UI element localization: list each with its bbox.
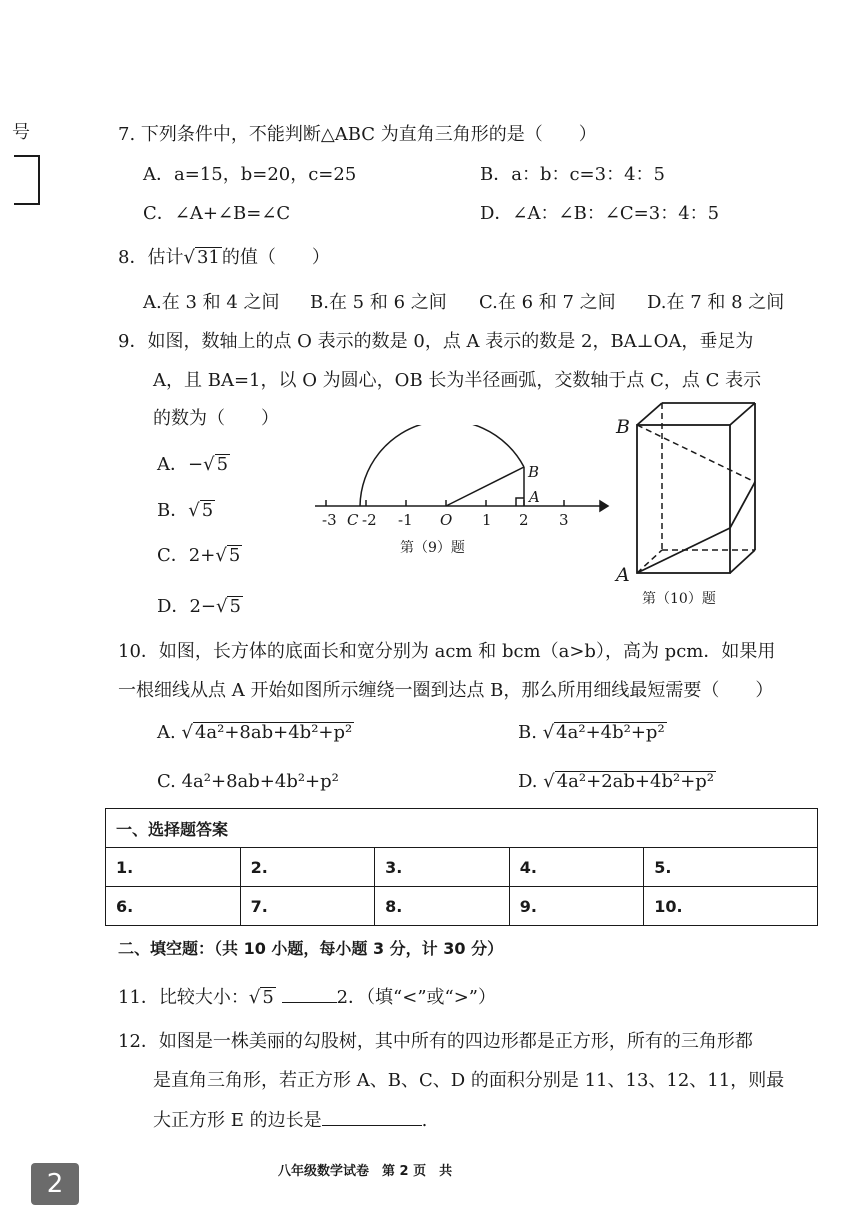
q9-option-d: D．2−√ 5 xyxy=(157,596,241,617)
q7-option-b: B．a：b：c=3：4：5 xyxy=(480,164,666,185)
q8-stem xyxy=(118,243,330,269)
answer-cell[interactable]: 1. xyxy=(106,848,241,887)
tick-label: 2 xyxy=(519,511,529,529)
q9-option-b: B．√ 5 xyxy=(157,500,214,521)
arrow-icon xyxy=(600,501,608,511)
tick-label: -1 xyxy=(398,511,413,529)
q9-line2: A，且 BA=1，以 O 为圆心，OB 长为半径画弧，交数轴于点 C，点 C 表示 xyxy=(153,370,762,391)
q8-option-a: A.在 3 和 4 之间 xyxy=(143,292,280,313)
table-row xyxy=(106,848,818,887)
figure-10 xyxy=(610,395,780,610)
q12-line1: 12．如图是一株美丽的勾股树，其中所有的四边形都是正方形，所有的三角形都 xyxy=(118,1031,753,1052)
q9-option-a: A．−√ 5 xyxy=(157,454,229,475)
figure-9-caption: 第（9）题 xyxy=(400,540,465,556)
section-2-title: 二、填空题：（共 10 小题，每小题 3 分，计 30 分） xyxy=(118,939,504,958)
figure-10-caption: 第（10）题 xyxy=(642,591,716,607)
q12-line2: 是直角三角形，若正方形 A、B、C、D 的面积分别是 11、13、12、11，则最 xyxy=(153,1070,785,1091)
q8-option-c: C.在 6 和 7 之间 xyxy=(479,292,616,313)
answer-cell[interactable]: 5. xyxy=(644,848,818,887)
tick-label: 1 xyxy=(482,511,492,529)
q10-line1: 10．如图，长方体的底面长和宽分别为 acm 和 bcm（a>b），高为 pcm．如果用 xyxy=(118,641,776,662)
q10-option-d: D. √ 4a²+2ab+4b²+p² xyxy=(518,771,715,792)
q11: 11．比较大小：√ 5 2．（填“<”或“>”） xyxy=(118,987,497,1008)
q10-option-b: B. √ 4a²+4b²+p² xyxy=(518,722,665,743)
q8-radicand: 31 xyxy=(196,247,220,268)
q8-option-b: B.在 5 和 6 之间 xyxy=(310,292,447,313)
q10-line2: 一根细线从点 A 开始如图所示缠绕一圈到达点 B，那么所用细线最短需要（ ） xyxy=(118,680,774,701)
q7-option-d: D．∠A：∠B：∠C=3：4：5 xyxy=(480,203,720,224)
q8-stem-prefix: 8．估计 xyxy=(118,247,184,268)
table-row xyxy=(106,887,818,926)
q8-option-d: D.在 7 和 8 之间 xyxy=(647,292,785,313)
q7-option-a: A．a=15，b=20，c=25 xyxy=(143,164,357,185)
answer-table-title: 一、选择题答案 xyxy=(106,809,818,848)
point-b-label: B xyxy=(528,463,540,481)
segment-ob xyxy=(446,467,524,506)
figure-9 xyxy=(300,425,610,570)
string-side xyxy=(730,482,755,528)
margin-box xyxy=(14,155,40,205)
tick-label: -3 xyxy=(322,511,337,529)
q12-line3: 大正方形 E 的边长是 . xyxy=(153,1110,428,1131)
q7-option-c: C．∠A+∠B=∠C xyxy=(143,203,291,224)
page-number-badge: 2 xyxy=(31,1163,79,1205)
point-b-label: B xyxy=(616,416,630,438)
answer-cell[interactable]: 10. xyxy=(644,887,818,926)
q9-line3: 的数为（ ） xyxy=(153,408,279,429)
point-c-label: C xyxy=(347,511,359,529)
q7-stem: 7. 下列条件中，不能判断△ABC 为直角三角形的是（ ） xyxy=(118,124,597,145)
tick-label: O xyxy=(440,511,453,529)
answer-cell[interactable]: 9. xyxy=(509,887,644,926)
q9-line1: 9．如图，数轴上的点 O 表示的数是 0，点 A 表示的数是 2，BA⊥OA，垂足为 xyxy=(118,331,754,352)
point-a-label: A xyxy=(616,564,630,586)
answer-cell[interactable]: 6. xyxy=(106,887,241,926)
q10-option-a: A. √ 4a²+8ab+4b²+p² xyxy=(157,722,353,743)
sqrt-icon: √ xyxy=(183,247,195,268)
answer-cell[interactable]: 3. xyxy=(375,848,510,887)
margin-char: 号 xyxy=(12,122,30,143)
tick-label: 3 xyxy=(559,511,569,529)
q12-answer-blank[interactable] xyxy=(322,1125,422,1126)
tick-label: -2 xyxy=(362,511,377,529)
answer-cell[interactable]: 7. xyxy=(240,887,375,926)
answer-cell[interactable]: 4. xyxy=(509,848,644,887)
right-angle-mark xyxy=(516,498,524,506)
q9-option-c: C．2+√ 5 xyxy=(157,545,241,566)
arc xyxy=(360,425,524,506)
point-a-label: A xyxy=(529,488,540,506)
footer-text: 八年级数学试卷 第 2 页 共 xyxy=(278,1164,453,1179)
string-back xyxy=(637,425,755,482)
answer-cell[interactable]: 2. xyxy=(240,848,375,887)
answer-cell[interactable]: 8. xyxy=(375,887,510,926)
q10-option-c: C. 4a²+8ab+4b²+p² xyxy=(157,771,339,792)
answer-table xyxy=(105,808,818,926)
q8-stem-suffix: 的值（ ） xyxy=(221,247,330,268)
q11-answer-blank[interactable] xyxy=(282,1002,337,1003)
